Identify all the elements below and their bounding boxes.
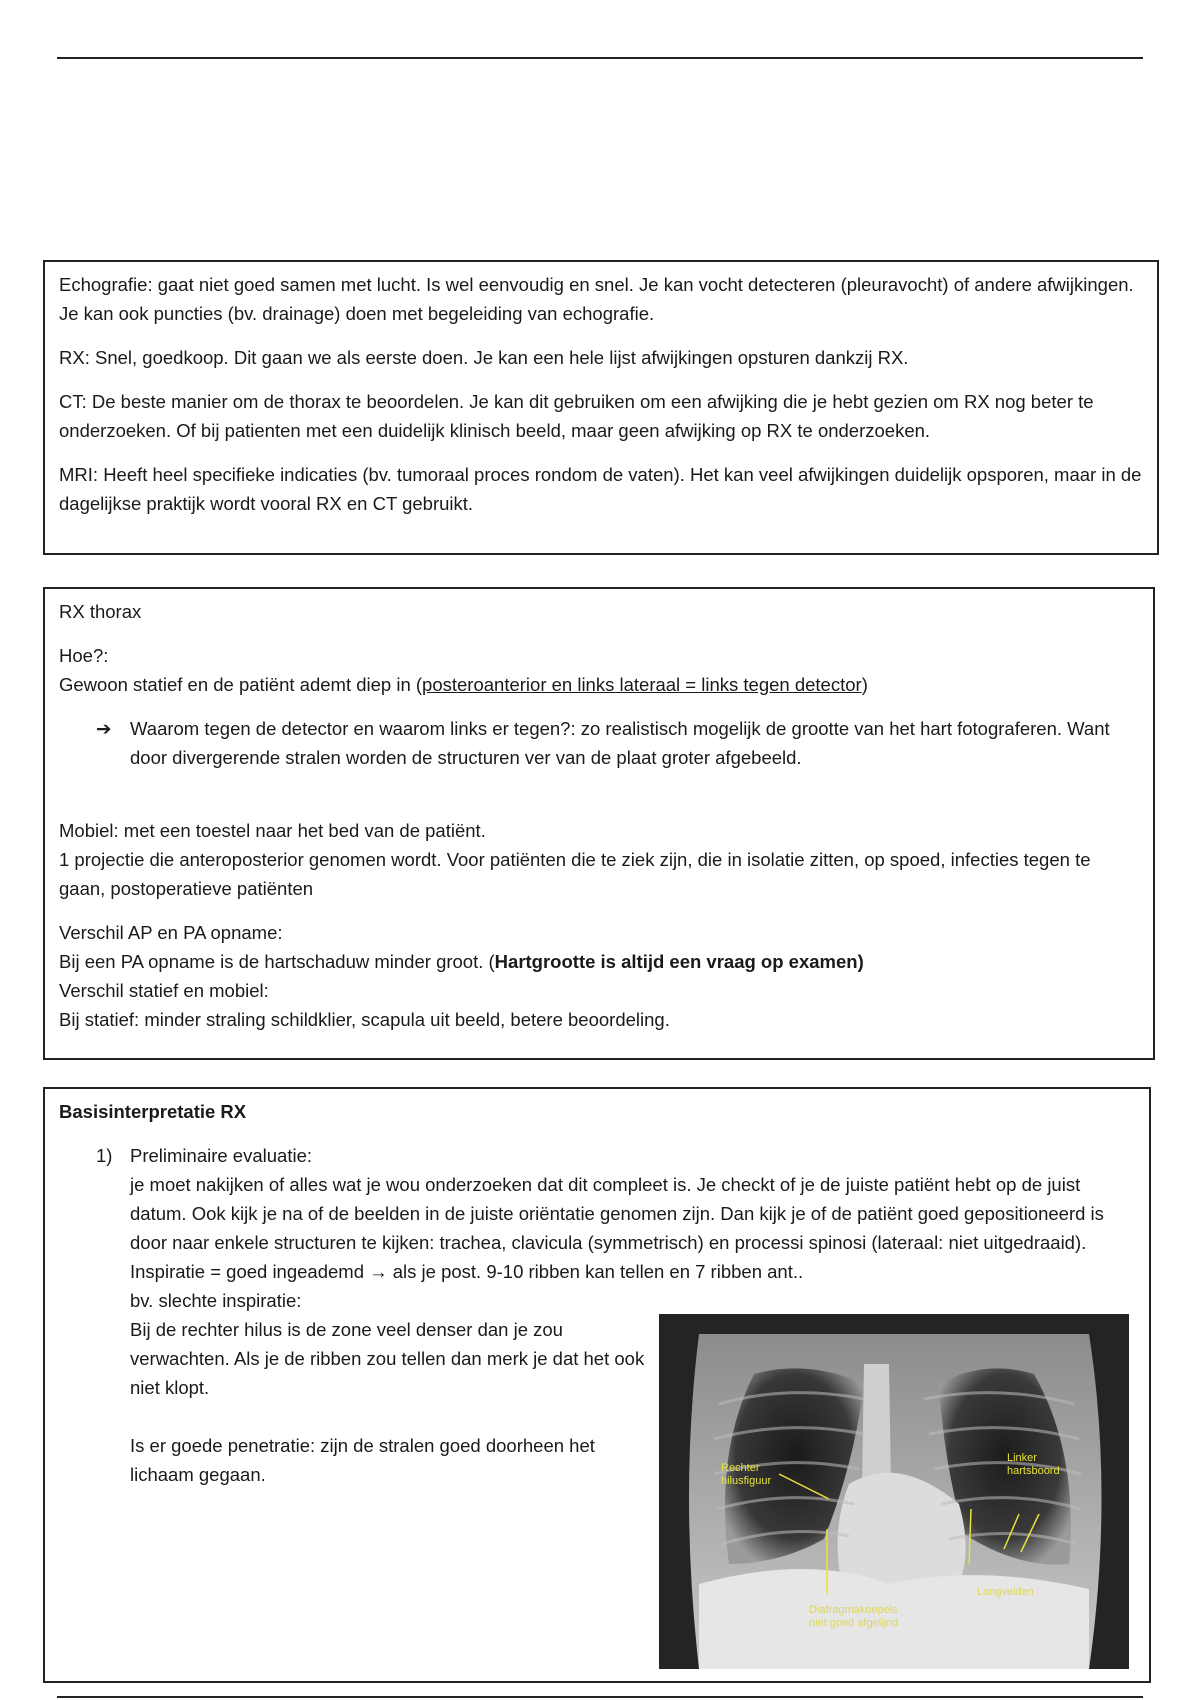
xray-label-rechter-hilus: Rechter hilusfiguur: [721, 1462, 772, 1487]
verschil-statief-text: Bij statief: minder straling schildklier, scapula uit beeld, betere beoordeling.: [59, 1009, 670, 1030]
bottom-rule: [57, 1696, 1143, 1698]
imaging-modalities-box: [43, 260, 1159, 555]
xray-label-longvelden: Longvelden: [977, 1586, 1034, 1598]
rx-thorax-box: [43, 587, 1155, 1060]
slechte-inspiratie-label: bv. slechte inspiratie:: [130, 1290, 302, 1311]
top-rule: [57, 57, 1143, 59]
xray-label-diafragma: Diafragmakoepels niet goed afgelijnd: [809, 1604, 899, 1629]
basisinterpretatie-box: [43, 1087, 1151, 1683]
arrow-right-icon: ➔: [96, 718, 112, 739]
rx-thorax-title: RX thorax: [59, 601, 142, 622]
verschil-ap-text: Bij een PA opname is de hartschaduw minder groot. (Hartgrootte is altijd een vraag op examen): [59, 951, 864, 972]
rx-paragraph: RX: Snel, goedkoop. Dit gaan we als eerste doen. Je kan een hele lijst afwijkingen opsturen dankzij RX.: [59, 347, 909, 368]
hoe-label: Hoe?:: [59, 645, 109, 666]
item-text: je moet nakijken of alles wat je wou onderzoeken dat dit compleet is. Je checkt of je de juiste patiënt hebt op de juist datum. Ook kijk je na of de beelden in de juiste oriëntatie genomen zijn. Dan kijk je of de patiënt goed gepositioneerd is door naar enkele structuren te kijken: trachea, clavicula (symmetrisch) en processi spinosi (lateraal: niet uitgedraaid). Inspiratie = goed ingeademd → als je post. 9-10 ribben kan tellen en 7 ribben ant..: [130, 1174, 1104, 1282]
mri-paragraph: MRI: Heeft heel specifieke indicaties (bv. tumoraal proces rondom de vaten). Het kan veel afwijkingen duidelijk opsporen, maar in de dagelijkse praktijk wordt vooral RX en CT gebruikt.: [59, 464, 1142, 514]
hartgrootte-bold: Hartgrootte is altijd een vraag op examen): [494, 951, 864, 972]
mobiel-line-2: 1 projectie die anteroposterior genomen wordt. Voor patiënten die te ziek zijn, die in isolatie zitten, op spoed, infecties tegen te gaan, postoperatieve patiënten: [59, 849, 1091, 899]
numbered-item-1: [59, 1141, 1135, 1170]
arrow-bullet-text: Waarom tegen de detector en waarom links er tegen?: zo realistisch mogelijk de grootte van het hart fotograferen. Want door divergerende stralen worden de structuren ver van de plaat groter afgebeeld.: [130, 718, 1110, 768]
item-number: 1): [96, 1145, 113, 1166]
xray-label-linker-hartsboord: Linker hartsboord: [1007, 1452, 1060, 1477]
basisinterpretatie-title: Basisinterpretatie RX: [59, 1101, 247, 1122]
mobiel-line-1: Mobiel: met een toestel naar het bed van de patiënt.: [59, 820, 486, 841]
echografie-paragraph: Echografie: gaat niet goed samen met lucht. Is wel eenvoudig en snel. Je kan vocht detecteren (pleuravocht) of andere afwijkingen. Je kan ook puncties (bv. drainage) doen met begeleiding van echografie.: [59, 274, 1134, 324]
arrow-bullet: [59, 714, 1139, 772]
item-title: Preliminaire evaluatie:: [130, 1145, 313, 1166]
verschil-statief-label: Verschil statief en mobiel:: [59, 980, 269, 1001]
chest-xray-image: [659, 1314, 1129, 1669]
verschil-ap-label: Verschil AP en PA opname:: [59, 922, 283, 943]
detector-position-underlined: posteroanterior en links lateraal = links tegen detector: [422, 674, 862, 695]
penetratie-text: Is er goede penetratie: zijn de stralen goed doorheen het lichaam gegaan.: [130, 1435, 595, 1485]
hoe-text: Gewoon statief en de patiënt ademt diep in (posteroanterior en links lateraal = links tegen detector): [59, 674, 868, 695]
hilus-text: Bij de rechter hilus is de zone veel denser dan je zou verwachten. Als je de ribben zou tellen dan merk je dat het ook niet klopt.: [130, 1319, 645, 1398]
ct-paragraph: CT: De beste manier om de thorax te beoordelen. Je kan dit gebruiken om een afwijking die je hebt gezien om RX nog beter te onderzoeken. Of bij patienten met een duidelijk klinisch beeld, maar geen afwijking op RX te onderzoeken.: [59, 391, 1094, 441]
